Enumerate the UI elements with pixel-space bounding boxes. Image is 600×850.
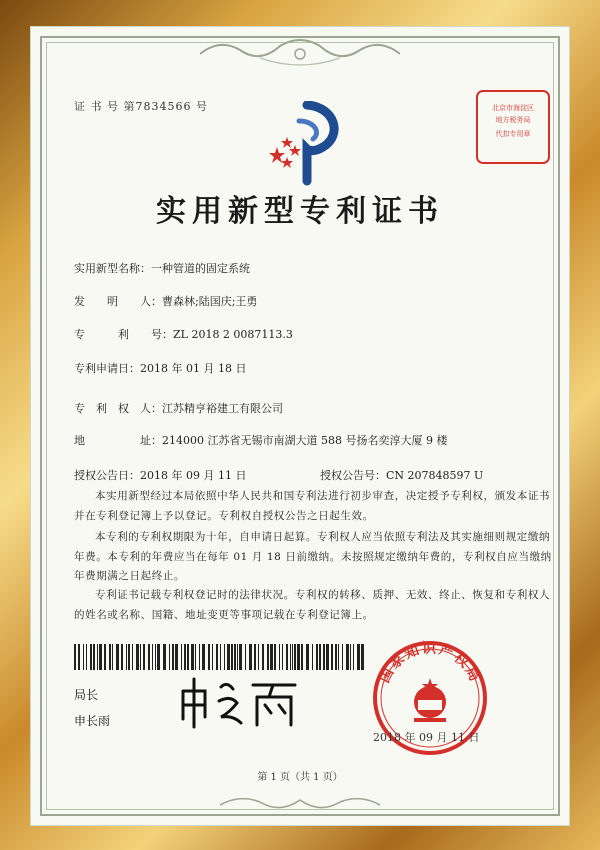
- handwritten-signature: [175, 671, 305, 731]
- certificate-paper: [30, 26, 570, 826]
- cnipa-logo-icon: [265, 101, 345, 186]
- paragraph-term: 本专利的专利权期限为十年，自申请日起算。专利权人应当依照专利法及其实施细则规定缴纳年费。本专利的年费应当在每年 01 月 18 日前缴纳。未按照规定缴纳年费的，专利权自应当缴纳年费期满之日起终止。: [74, 531, 552, 582]
- certificate-number: 证 书 号 第7834566 号: [74, 100, 208, 113]
- field-patent-number: 专 利 号：ZL 2018 2 0087113.3: [74, 328, 293, 341]
- field-patentee: 专 利 权 人：江苏精亨裕建工有限公司: [74, 402, 283, 415]
- certificate-title: 实用新型专利证书: [156, 194, 444, 229]
- svg-text:地方税务局: 地方税务局: [495, 116, 531, 124]
- field-announcement-number: 授权公告号：CN 207848597 U: [320, 469, 484, 482]
- field-application-date: 专利申请日：2018 年 01 月 18 日: [74, 362, 247, 375]
- svg-text:北京市海淀区: 北京市海淀区: [492, 104, 534, 112]
- page-number: 第 1 页（共 1 页）: [257, 772, 343, 783]
- field-grant-date: 授权公告日：2018 年 09 月 11 日: [74, 469, 247, 482]
- barcode-icon: [74, 644, 364, 670]
- top-ornament-icon: [200, 36, 400, 72]
- paragraph-legal-status: 专利证书记载专利权登记时的法律状况。专利权的转移、质押、无效、终止、恢复和专利权人的姓名或名称、国籍、地址变更等事项记载在专利登记簿上。: [74, 589, 551, 621]
- svg-text:国家知识产权局: [376, 640, 484, 686]
- paragraph-grant: 本实用新型经过本局依照中华人民共和国专利法进行初步审查，决定授予专利权，颁发本证书并在专利登记簿上予以登记。专利权自授权公告之日起生效。: [74, 490, 551, 522]
- svg-text:代扣专用章: 代扣专用章: [495, 130, 531, 138]
- tax-agency-seal: [474, 88, 552, 166]
- signatory-role: 局长: [74, 688, 99, 702]
- signatory-name: 申长雨: [74, 714, 111, 728]
- seal-text: 国家知识产权局: [376, 640, 484, 686]
- field-address: 地 址：214000 江苏省无锡市南湖大道 588 号扬名奕淳大厦 9 楼: [74, 434, 448, 447]
- field-inventors: 发 明 人：曹森林;陆国庆;王勇: [74, 295, 258, 308]
- seal-date: 2018 年 09 月 11 日: [373, 731, 480, 744]
- field-utility-model-name: 实用新型名称：一种管道的固定系统: [74, 262, 250, 275]
- bottom-ornament-icon: [220, 792, 380, 818]
